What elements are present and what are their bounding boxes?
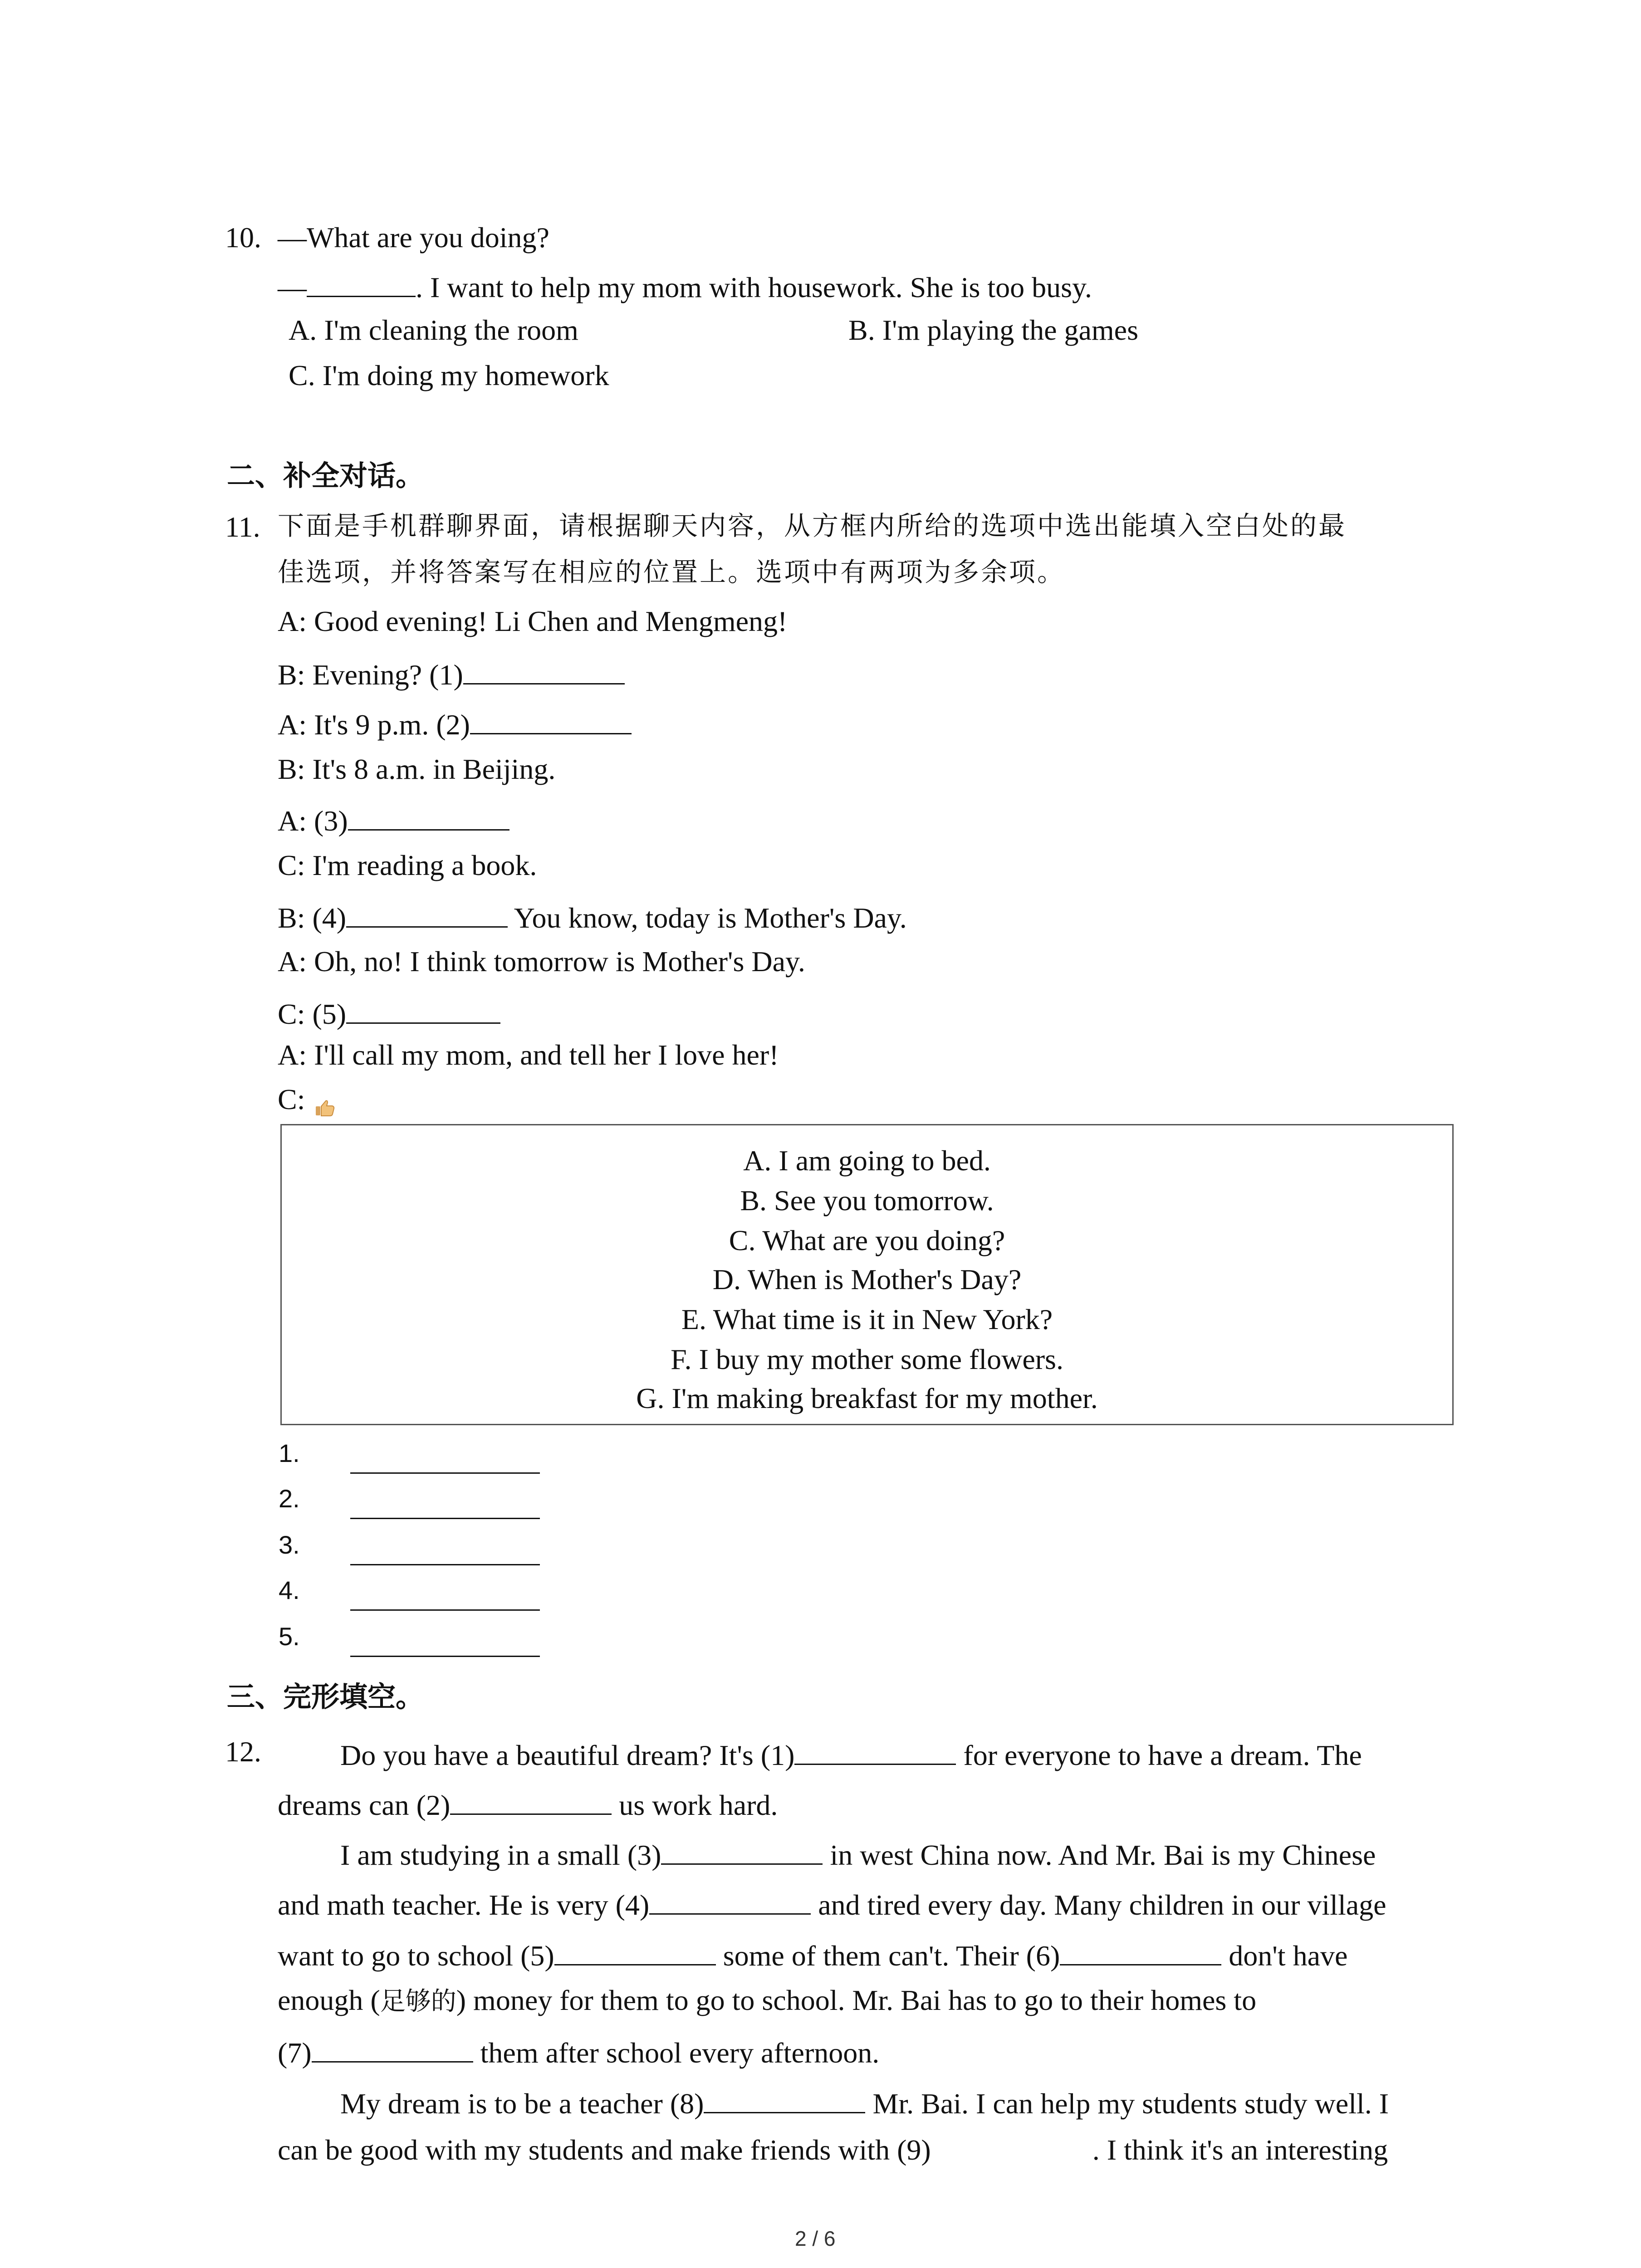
dialogue-line-8: A: Oh, no! I think tomorrow is Mother's Day. bbox=[278, 945, 805, 978]
dialogue-line-9: C: (5) bbox=[278, 996, 500, 1029]
q12-number: 12. bbox=[225, 1735, 261, 1768]
option-d: D. When is Mother's Day? bbox=[712, 1263, 1022, 1295]
dialogue-blank-3[interactable] bbox=[348, 803, 509, 831]
q11-instruction-line1: 下面是手机群聊界面，请根据聊天内容，从方框内所给的选项中选出能填入空白处的最 bbox=[278, 510, 1347, 541]
dialogue-line-3: A: It's 9 p.m. (2) bbox=[278, 707, 632, 739]
cloze-blank-3[interactable] bbox=[661, 1837, 823, 1865]
dialogue-line-6: C: I'm reading a book. bbox=[278, 849, 537, 881]
dialogue-blank-2[interactable] bbox=[470, 707, 632, 734]
dialogue-blank-4[interactable] bbox=[346, 900, 508, 928]
cloze-p3-line1: My dream is to be a teacher (8) Mr. Bai. I can help my students study well. I bbox=[340, 2086, 1389, 2118]
cloze-p2-line1: I am studying in a small (3) in west China now. And Mr. Bai is my Chinese bbox=[340, 1837, 1376, 1870]
page-number: 2 / 6 bbox=[795, 2227, 836, 2250]
answer-line-5[interactable] bbox=[350, 1656, 540, 1657]
answer-label-3: 3. bbox=[279, 1530, 300, 1559]
answer-label-5: 5. bbox=[279, 1622, 300, 1651]
cloze-blank-5[interactable] bbox=[554, 1938, 716, 1965]
answer-line-4[interactable] bbox=[350, 1609, 540, 1611]
option-g: G. I'm making breakfast for my mother. bbox=[636, 1382, 1098, 1414]
dialogue-line-2: B: Evening? (1) bbox=[278, 657, 625, 689]
answer-label-1: 1. bbox=[279, 1439, 300, 1467]
q11-number: 11. bbox=[225, 511, 260, 543]
answer-line-1[interactable] bbox=[350, 1472, 540, 1474]
q10-response-suffix: . I want to help my mom with housework. She is too busy. bbox=[416, 271, 1092, 303]
options-box bbox=[280, 1124, 1454, 1425]
dialogue-blank-1[interactable] bbox=[463, 657, 625, 684]
cloze-blank-7[interactable] bbox=[312, 2035, 473, 2063]
q10-option-a: A. I'm cleaning the room bbox=[289, 314, 578, 346]
thumbs-up-icon bbox=[314, 1093, 336, 1111]
q10-question: —What are you doing? bbox=[278, 221, 549, 254]
cloze-p1-line2: dreams can (2) us work hard. bbox=[278, 1787, 778, 1820]
cloze-blank-4[interactable] bbox=[649, 1887, 811, 1915]
q10-response bbox=[278, 269, 1092, 302]
cloze-p3-line2: can be good with my students and make friends with (9) . I think it's an interesting bbox=[278, 2134, 1388, 2166]
q10-option-b: B. I'm playing the games bbox=[848, 314, 1138, 346]
dialogue-blank-5[interactable] bbox=[346, 996, 500, 1024]
answer-line-2[interactable] bbox=[350, 1518, 540, 1519]
option-a: A. I am going to bed. bbox=[743, 1144, 991, 1177]
q10-number: 10. bbox=[225, 221, 261, 254]
section3-title: 三、完形填空。 bbox=[227, 1680, 424, 1713]
dialogue-line-10: A: I'll call my mom, and tell her I love her! bbox=[278, 1039, 779, 1071]
answer-line-3[interactable] bbox=[350, 1564, 540, 1565]
cloze-p2-line4: enough (足够的) money for them to go to school. Mr. Bai has to go to their homes to bbox=[278, 1984, 1257, 2016]
cloze-blank-8[interactable] bbox=[704, 2086, 865, 2113]
q10-answer-blank[interactable] bbox=[307, 269, 416, 297]
dialogue-line-5: A: (3) bbox=[278, 803, 509, 836]
q10-response-prefix: — bbox=[278, 271, 307, 303]
cloze-p2-line3: want to go to school (5) some of them can't. Their (6) don't have bbox=[278, 1938, 1347, 1970]
cloze-blank-2[interactable] bbox=[450, 1787, 612, 1815]
answer-label-2: 2. bbox=[279, 1484, 300, 1513]
dialogue-line-7: B: (4) You know, today is Mother's Day. bbox=[278, 900, 907, 933]
cloze-blank-1[interactable] bbox=[794, 1737, 956, 1765]
dialogue-line-11: C: bbox=[278, 1085, 336, 1114]
cloze-p2-line2: and math teacher. He is very (4) and tired every day. Many children in our village bbox=[278, 1887, 1386, 1920]
cloze-p2-line5: (7) them after school every afternoon. bbox=[278, 2035, 879, 2068]
dialogue-line-4: B: It's 8 a.m. in Beijing. bbox=[278, 753, 556, 785]
dialogue-line-1: A: Good evening! Li Chen and Mengmeng! bbox=[278, 605, 788, 637]
section2-title: 二、补全对话。 bbox=[227, 459, 424, 492]
answer-label-4: 4. bbox=[279, 1576, 300, 1604]
cloze-p1-line1: Do you have a beautiful dream? It's (1) for everyone to have a dream. The bbox=[340, 1737, 1362, 1770]
q11-instruction-line2: 佳选项，并将答案写在相应的位置上。选项中有两项为多余项。 bbox=[278, 557, 1066, 587]
option-f: F. I buy my mother some flowers. bbox=[671, 1343, 1063, 1375]
option-c: C. What are you doing? bbox=[729, 1224, 1005, 1256]
cloze-blank-6[interactable] bbox=[1060, 1938, 1221, 1965]
option-b: B. See you tomorrow. bbox=[740, 1184, 994, 1217]
q10-option-c: C. I'm doing my homework bbox=[289, 359, 609, 391]
option-e: E. What time is it in New York? bbox=[681, 1303, 1053, 1335]
